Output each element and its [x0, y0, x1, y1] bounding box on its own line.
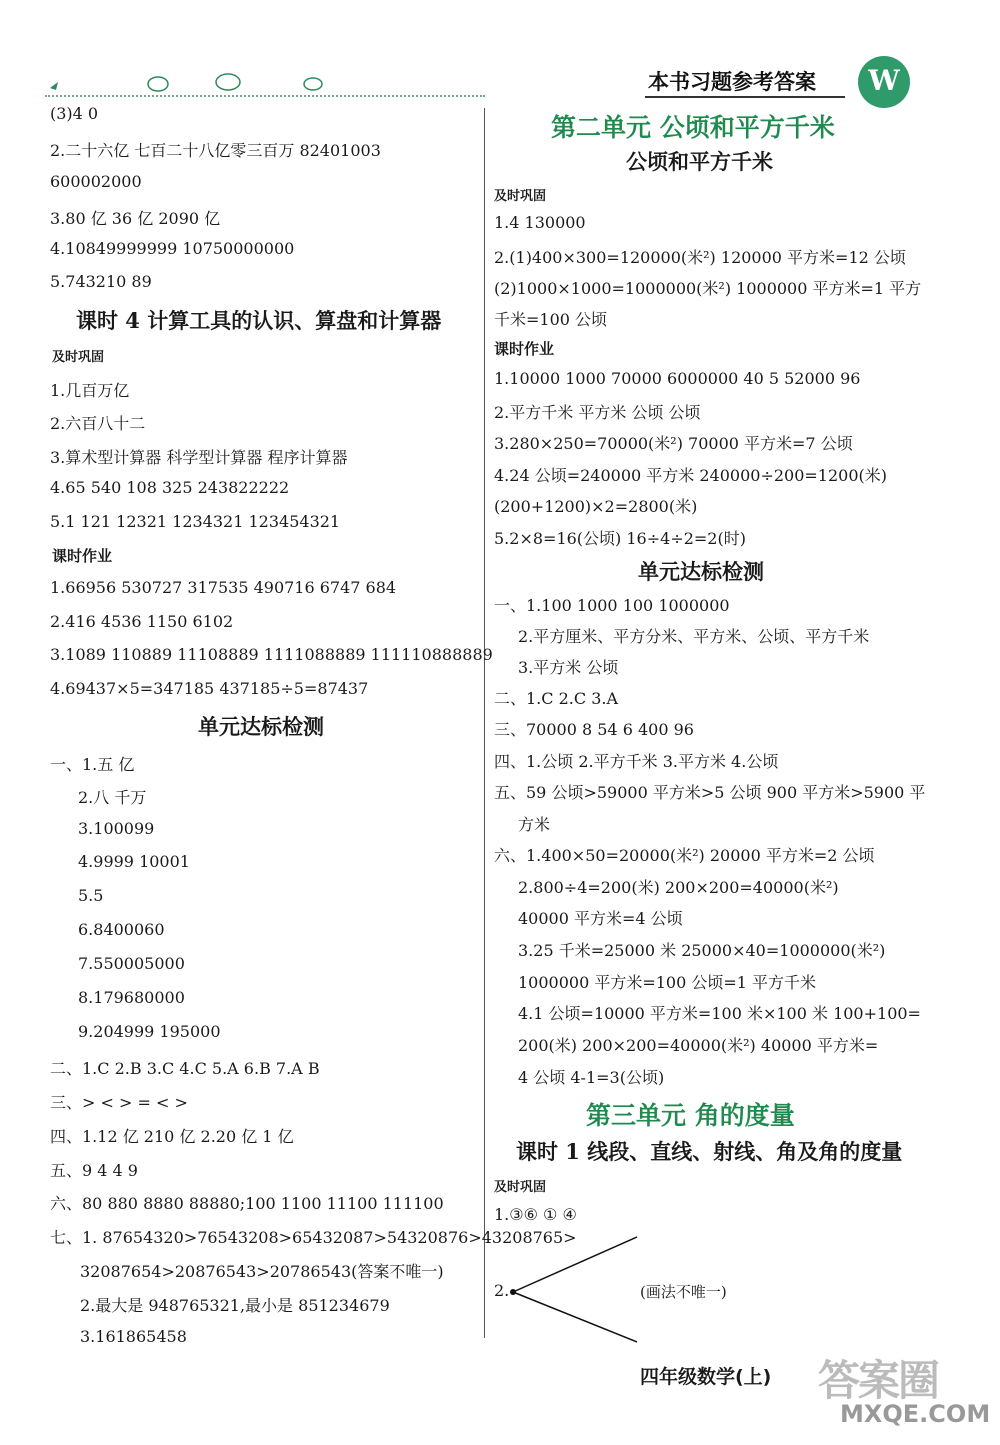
- answer-line: 32087654>20876543>20786543(答案不唯一): [80, 1262, 444, 1281]
- answer-line: 4.1 公顷=10000 平方米=100 米×100 米 100+100=: [518, 1004, 921, 1023]
- angle-drawing: [505, 1232, 645, 1347]
- answer-line: 二、1.C 2.C 3.A: [494, 689, 619, 708]
- lesson-title: 公顷和平方千米: [626, 149, 773, 174]
- answer-line: 200(米) 200×200=40000(米²) 40000 平方米=: [518, 1036, 879, 1055]
- watermark-logo: 答案圈: [818, 1356, 939, 1405]
- answer-line: 4.24 公顷=240000 平方米 240000÷200=1200(米): [494, 466, 888, 485]
- lesson-1-title: 课时 1 线段、直线、射线、角及角的度量: [516, 1139, 903, 1164]
- answer-line: 二、1.C 2.B 3.C 4.C 5.A 6.B 7.A B: [50, 1059, 320, 1078]
- answer-line: 三、> < > = < >: [50, 1093, 188, 1112]
- watermark-url: MXQE.COM: [840, 1400, 991, 1428]
- answer-line: 1.10000 1000 70000 6000000 40 5 52000 96: [494, 369, 861, 388]
- answer-line: 3.1089 110889 11108889 1111088889 111110888889: [50, 645, 493, 664]
- answer-line: 3.161865458: [80, 1327, 187, 1346]
- answer-line: 3.80 亿 36 亿 2090 亿: [50, 209, 221, 228]
- answer-line: 2.416 4536 1150 6102: [50, 612, 234, 631]
- answer-line: 四、1.12 亿 210 亿 2.20 亿 1 亿: [50, 1127, 294, 1146]
- answer-line: 2.800÷4=200(米) 200×200=40000(米²): [518, 878, 839, 897]
- section-tag-jishi: 及时巩固: [494, 189, 547, 204]
- book-logo: W: [858, 56, 910, 108]
- answer-line: 2.平方厘米、平方分米、平方米、公顷、平方千米: [518, 627, 870, 646]
- answer-line: 3.平方米 公顷: [518, 658, 619, 677]
- answer-line: 5.5: [78, 886, 104, 905]
- answer-line: 1.66956 530727 317535 490716 6747 684: [50, 578, 397, 597]
- answer-line: 5.1 121 12321 1234321 123454321: [50, 512, 341, 531]
- lesson-4-title: 课时 4 计算工具的认识、算盘和计算器: [76, 308, 442, 333]
- answer-line: 2.(1)400×300=120000(米²) 120000 平方米=12 公顷: [494, 248, 906, 267]
- answer-line: 六、80 880 8880 88880;100 1100 11100 111100: [50, 1194, 444, 1213]
- section-tag-zuoye: 课时作业: [52, 547, 113, 565]
- answer-line: 2.八 千万: [78, 788, 147, 807]
- answer-line: 4 公顷 4-1=3(公顷): [518, 1068, 665, 1087]
- answer-line: (200+1200)×2=2800(米): [494, 497, 698, 516]
- answer-line: 六、1.400×50=20000(米²) 20000 平方米=2 公顷: [494, 846, 875, 865]
- answer-line: 一、1.100 1000 100 1000000: [494, 596, 730, 615]
- answer-line: 4.9999 10001: [78, 852, 190, 871]
- answer-line: 3.280×250=70000(米²) 70000 平方米=7 公顷: [494, 434, 853, 453]
- answer-line: (2)1000×1000=1000000(米²) 1000000 平方米=1 平方: [494, 279, 922, 298]
- answer-line: 4.10849999999 10750000000: [50, 239, 295, 258]
- answer-line: 2.: [494, 1281, 510, 1300]
- section-tag-jishi: 及时巩固: [52, 350, 105, 365]
- answer-line: 2.平方千米 平方米 公顷 公顷: [494, 403, 701, 422]
- answer-line: (3)4 0: [50, 104, 99, 123]
- section-tag-zuoye: 课时作业: [494, 340, 555, 358]
- answer-line: 5.743210 89: [50, 272, 152, 291]
- answer-line: 5.2×8=16(公顷) 16÷4÷2=2(时): [494, 529, 746, 548]
- answer-line: 千米=100 公顷: [494, 310, 608, 329]
- answer-line: 3.25 千米=25000 米 25000×40=1000000(米²): [518, 941, 886, 960]
- header-title-underline: [645, 96, 845, 98]
- answer-line: 8.179680000: [78, 988, 185, 1007]
- answer-line: 40000 平方米=4 公顷: [518, 909, 683, 928]
- header-title: 本书习题参考答案: [648, 70, 816, 94]
- section-tag-jishi: 及时巩固: [494, 1180, 547, 1195]
- answer-line: 600002000: [50, 172, 142, 191]
- answer-line: 7.550005000: [78, 954, 185, 973]
- answer-line: 五、59 公顷>59000 平方米>5 公顷 900 平方米>5900 平: [494, 783, 926, 802]
- answer-line: 一、1.五 亿: [50, 755, 135, 774]
- unit-3-title: 第三单元 角的度量: [586, 1101, 795, 1130]
- footer-book-title: 四年级数学(上): [640, 1366, 772, 1388]
- answer-line: 3.100099: [78, 819, 155, 838]
- answer-line: 2.六百八十二: [50, 414, 146, 433]
- answer-line: 2.二十六亿 七百二十八亿零三百万 82401003: [50, 141, 381, 160]
- answer-line: 6.8400060: [78, 920, 165, 939]
- answer-line: 1000000 平方米=100 公顷=1 平方千米: [518, 973, 817, 992]
- answer-line: 七、1. 87654320>76543208>65432087>54320876>43208765>: [50, 1228, 577, 1247]
- answer-line: 方米: [518, 815, 551, 834]
- answer-line: 3.算术型计算器 科学型计算器 程序计算器: [50, 448, 348, 467]
- answer-line: 4.65 540 108 325 243822222: [50, 478, 290, 497]
- answer-line: 五、9 4 4 9: [50, 1161, 138, 1180]
- answer-line: 1.几百万亿: [50, 381, 130, 400]
- unit-test-title: 单元达标检测: [198, 714, 324, 739]
- answer-line: 4.69437×5=347185 437185÷5=87437: [50, 679, 369, 698]
- answer-line: 1.4 130000: [494, 213, 586, 232]
- unit-test-title: 单元达标检测: [638, 559, 764, 584]
- unit-2-title: 第二单元 公顷和平方千米: [551, 113, 835, 142]
- answer-line: 2.最大是 948765321,最小是 851234679: [80, 1296, 390, 1315]
- answer-line: 四、1.公顷 2.平方千米 3.平方米 4.公顷: [494, 752, 779, 771]
- column-divider: [484, 108, 485, 1338]
- answer-line: 1.③⑥ ① ④: [494, 1205, 577, 1224]
- drawing-note: (画法不唯一): [640, 1283, 727, 1301]
- answer-line: 9.204999 195000: [78, 1022, 221, 1041]
- answer-line: 三、70000 8 54 6 400 96: [494, 720, 694, 739]
- header-dotted-rule: [45, 95, 485, 97]
